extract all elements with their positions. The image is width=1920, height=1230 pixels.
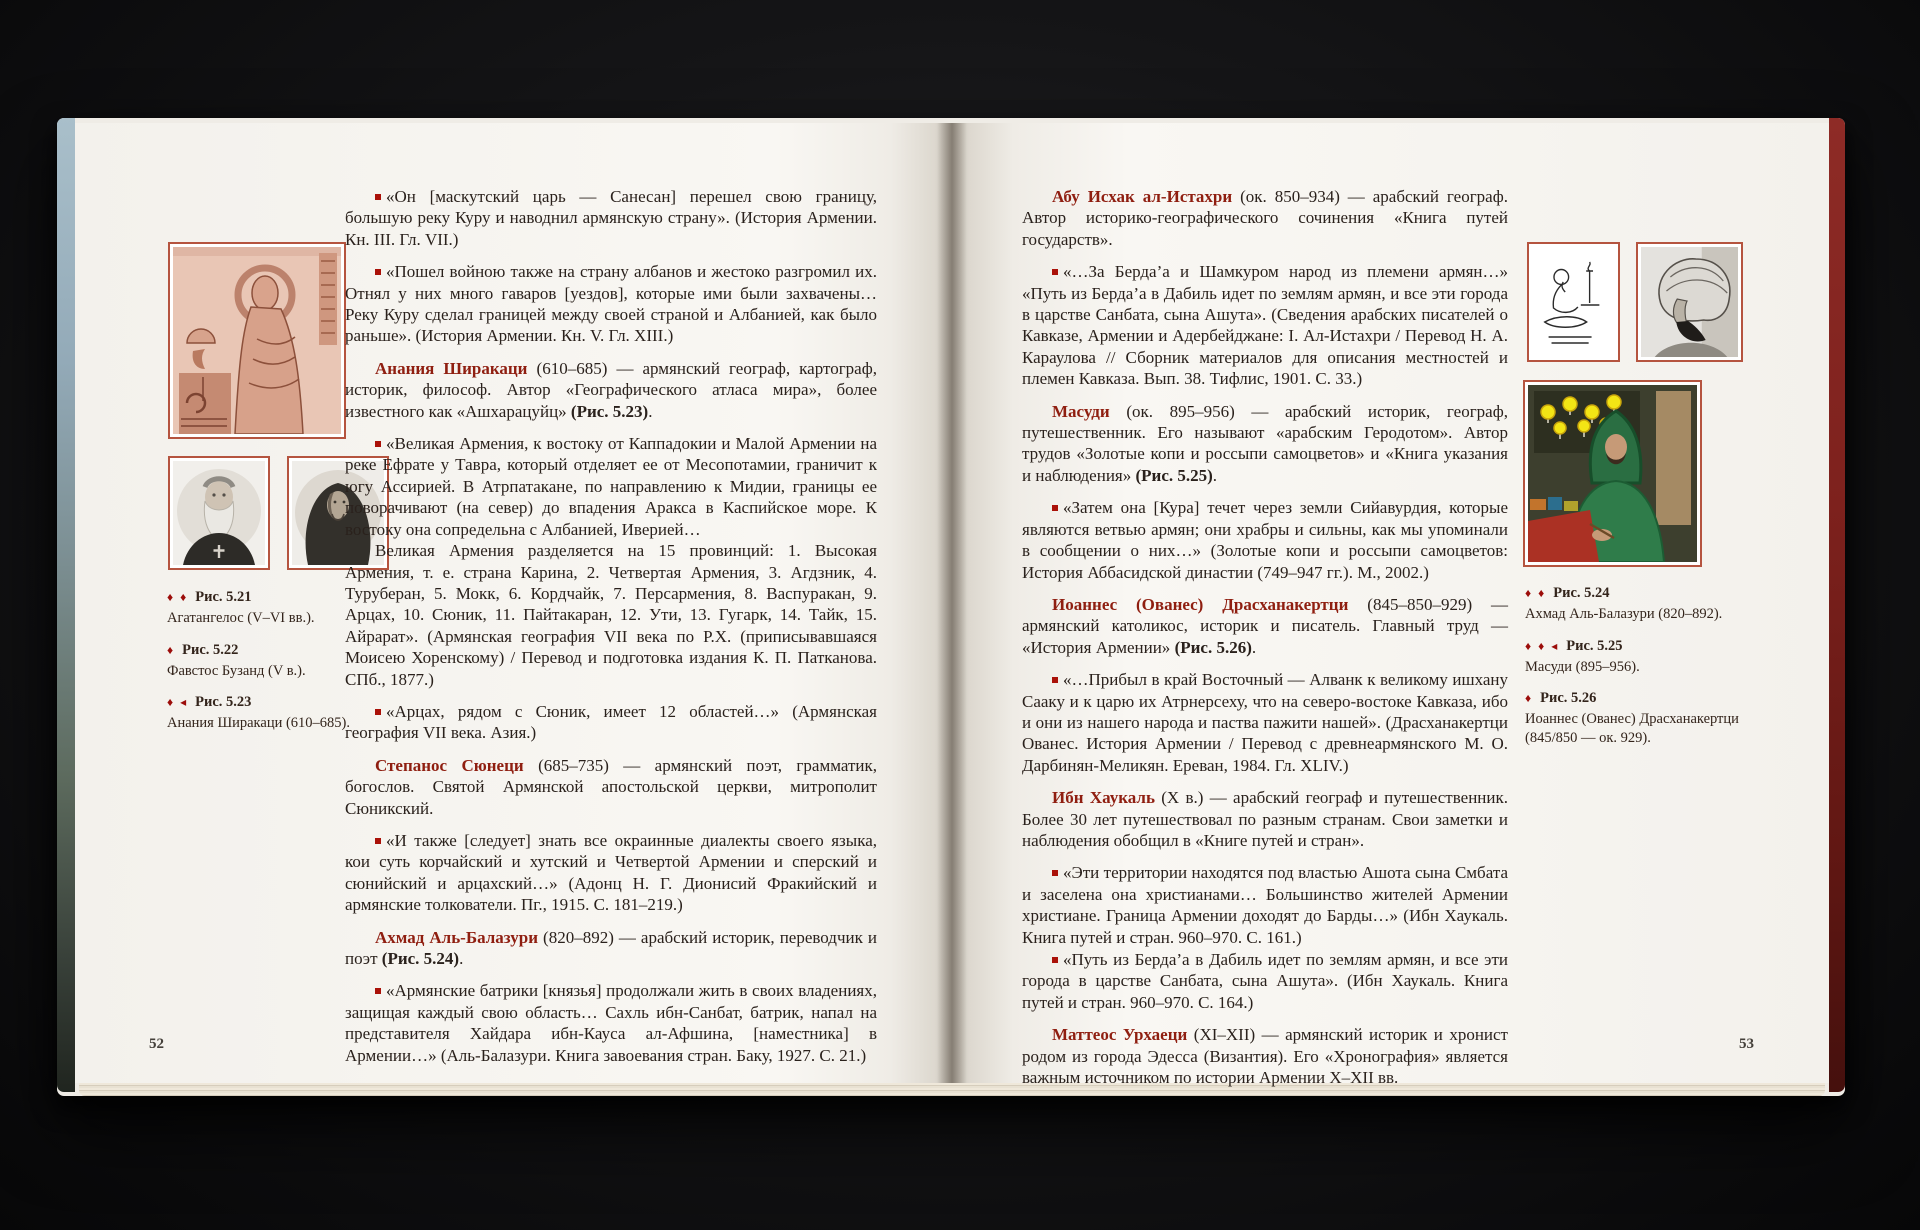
figure-caption bbox=[1525, 584, 1775, 624]
bullet-marker bbox=[375, 269, 381, 275]
caption-head bbox=[167, 588, 382, 606]
page-number-right: 53 bbox=[1739, 1036, 1754, 1052]
caption-text: Анания Ширакаци (610–685). bbox=[167, 715, 350, 732]
figure-relief-carving bbox=[168, 242, 346, 439]
page-53-text-column bbox=[1022, 186, 1508, 1088]
figure-caption bbox=[167, 693, 382, 733]
person-name: Ибн Хаукаль bbox=[1052, 788, 1155, 808]
quote-paragraph: «Арцах, рядом с Сюник, имеет 12 областей…» (Армянская география VII века. Азия.) bbox=[345, 701, 877, 743]
caption-head bbox=[167, 693, 382, 711]
quote-paragraph: «Пошел войною также на страну албанов и жестоко разгромил их. Отнял у них много гаваров [уездов], которые ими были захвачены… Реку Куру сделал границей между своей страной и Албанией, как было раньше». (История Армении. Кн. V. Гл. XIII.) bbox=[345, 262, 877, 346]
figure-caption bbox=[167, 641, 382, 681]
drasxanakertci-painting-image bbox=[1528, 385, 1697, 562]
figure-sketch-scribe bbox=[1527, 242, 1620, 362]
book-cover-left-edge bbox=[57, 118, 75, 1092]
page-52-text-column bbox=[345, 186, 877, 1066]
diamond-marks-icon: ♦ ♦ bbox=[1525, 586, 1547, 600]
entry-paragraph: Степанос Сюнеци (685–735) — армянский поэт, грамматик, богослов. Святой Армянской апостольской церкви, митрополит Сюникский. bbox=[345, 755, 877, 818]
quote-paragraph: «Затем она [Кура] течет через земли Сийавурдия, которые являются ветвью армян; они храбры и сильны, как мы упоминали в сообщении о них…» (Золотые копи и россыпи самоцветов: История Аббасидской династии (749–947 гг.). М., 2002.) bbox=[1022, 498, 1508, 582]
quote-paragraph: «Великая Армения, к востоку от Каппадокии и Малой Армении на реке Ефрате у Тавра, который отделяет ее от Месопотамии, граничит к югу Ассирией. В Атрпатакане, по направлению к Мидии, границы ее поворачивают (на север) до впадения Аракса в Каспийское море. К востоку она сопредельна с Албанией, Иверией… bbox=[345, 434, 877, 539]
bullet-marker bbox=[375, 441, 381, 447]
figure-reference: (Рис. 5.24) bbox=[381, 949, 460, 968]
quote-paragraph: «Эти территории находятся под властью Ашота сына Смбата и заселена она христианами… Большинство жителей Армении христиане. Граница Армении доходят до Барды…» (Ибн Хаукаль. Книга путей и стран. 960–970. С. 161.) bbox=[1022, 863, 1508, 947]
figure-painting-drasxanakertci bbox=[1523, 380, 1702, 567]
page-stack-edge bbox=[79, 1083, 1825, 1096]
quote-paragraph: «Армянские батрики [князья] продолжали жить в своих владениях, защищая каждый свою область… Сахль ибн-Санбат, батрик, напал на представителя Хайдара ибн-Кауса ал-Афшина, [наместника] в Армении…» (Аль-Балазури. Книга завоевания стран. Баку, 1927. С. 21.) bbox=[345, 981, 877, 1065]
entry-paragraph: Иоаннес (Ованес) Драсханакертци (845–850–929) — армянский католикос, историк и писатель. Главный труд — «История Армении» (Рис. 5.26). bbox=[1022, 594, 1509, 657]
agathangelos-portrait-image bbox=[173, 461, 265, 565]
diamond-marks-icon: ♦ bbox=[1525, 691, 1534, 706]
caption-text: Иоаннес (Ованес) Драсханакертци (845/850 — ок. 929). bbox=[1525, 711, 1739, 746]
figure-label: Рис. 5.26 bbox=[1540, 690, 1597, 707]
figure-portrait-agathangelos bbox=[168, 456, 270, 570]
scribe-sketch-image bbox=[1532, 247, 1615, 357]
figure-label: Рис. 5.21 bbox=[195, 589, 252, 605]
quote-paragraph: «Он [маскутский царь — Санесан] перешел свою границу, большую реку Куру и наводнил армянскую страну». (История Армении. Кн. III. Гл. VII.) bbox=[345, 187, 877, 249]
diamond-marks-icon: ♦ bbox=[167, 642, 176, 657]
diamond-marks-icon: ♦ ♦ bbox=[167, 590, 189, 604]
quote-paragraph: «…Прибыл в край Восточный — Алванк к великому ишхану Сааку и к царю их Атрнерсеху, что на северо-востоке Кавказа, ибо и они из нашего народа и паства пажити нашей». (Драсханакертци Ованес. История Армении / Перевод с древнеармянского М. О. Дарбинян-Меликян. Ереван, 1984. Гл. XLIV.) bbox=[1022, 670, 1508, 775]
person-name: Абу Исхак ал-Истахри bbox=[1052, 187, 1233, 206]
entry-paragraph: Ибн Хаукаль (X в.) — арабский географ и путешественник. Более 30 лет путешествовал по разным странам. Свои заметки и наблюдения обобщил в «Книге путей и стран». bbox=[1022, 788, 1508, 850]
bullet-marker bbox=[1052, 957, 1058, 963]
figure-label: Рис. 5.25 bbox=[1566, 637, 1623, 654]
figure-caption bbox=[1525, 689, 1775, 747]
quote-paragraph: «…За Берда’а и Шамкуром народ из племени армян…» «Путь из Берда’а в Дабиль идет по землям армян, и все эти города в царстве Санбата, сына Ашута». (Сведения арабских писателей о Кавказе, Армении и Адербейджане: I. Ал-Истахри / Перевод Н. А. Караулова // Сборник материалов для описания местностей и племен Кавказа. Вып. 38. Тифлис, 1901. С. 33.) bbox=[1022, 262, 1508, 389]
bullet-marker bbox=[375, 838, 381, 844]
istakhri-portrait-image bbox=[1641, 247, 1738, 357]
figure-label: Рис. 5.23 bbox=[195, 694, 252, 711]
quote-paragraph: Великая Армения разделяется на 15 провинций: 1. Высокая Армения, т. е. страна Карина, 2. Четвертая Армения, 3. Агдзник, 4. Туруберан, 5. Мокк, 6. Кордчайк, 7. Персармения, 8. Васпуракан, 9. Арцах, 10. Сюник, 11. Пайтакаран, 12. Ути, 13. Гугарк, 14. Тайк, 15. Айрарат». (Армянская география VII века по Р.Х. (приписывавшаяся Моисею Хоренскому) / Перевод и подготовка издания К. П. Патканова. СПб., 1877.) bbox=[345, 541, 877, 689]
page-number-left: 52 bbox=[149, 1036, 164, 1052]
person-name: Маттеос Урхаеци bbox=[1052, 1025, 1188, 1045]
page-52-figure-captions bbox=[167, 588, 382, 746]
figure-reference: (Рис. 5.26) bbox=[1174, 637, 1252, 657]
relief-carving-image bbox=[173, 247, 341, 434]
figure-label: Рис. 5.22 bbox=[182, 641, 239, 658]
caption-text: Масуди (895–956). bbox=[1525, 658, 1640, 675]
book-cover-right-edge bbox=[1829, 118, 1845, 1092]
bullet-marker bbox=[1052, 505, 1058, 511]
book-gutter bbox=[937, 123, 967, 1083]
person-name: Анания Ширакаци bbox=[375, 358, 528, 378]
bullet-marker bbox=[375, 988, 381, 994]
caption-head bbox=[1525, 584, 1775, 602]
entry-paragraph: Масуди (ок. 895–956) — арабский историк, географ, путешественник. Его называют «арабским Геродотом». Автор трудов «Золотые копи и россыпи самоцветов» и «Книга указания и наблюдения» (Рис. 5.25). bbox=[1022, 401, 1508, 485]
caption-head bbox=[167, 641, 382, 659]
entry-paragraph: Абу Исхак ал-Истахри (ок. 850–934) — арабский географ. Автор историко-географического сочинения «Книга путей государств». bbox=[1022, 187, 1508, 249]
quote-paragraph: «Путь из Берда’а в Дабиль идет по землям армян, и все эти города в царстве Санбата, сына Ашута». (Ибн Хаукаль. Книга путей и стран. 960–970. С. 164.) bbox=[1022, 950, 1508, 1012]
bullet-marker bbox=[1052, 870, 1058, 876]
caption-text: Ахмад Аль-Балазури (820–892). bbox=[1525, 606, 1723, 622]
figure-caption bbox=[167, 588, 382, 628]
figure-portrait-istakhri bbox=[1636, 242, 1743, 362]
page-53-figure-captions bbox=[1525, 584, 1775, 760]
person-name: Ахмад Аль-Балазури bbox=[375, 927, 538, 947]
person-name: Иоаннес (Ованес) Драсханакертци bbox=[1052, 594, 1349, 614]
caption-head bbox=[1525, 689, 1775, 707]
bullet-marker bbox=[1052, 269, 1058, 275]
figure-caption bbox=[1525, 637, 1775, 677]
caption-text: Фавстос Бузанд (V в.). bbox=[167, 662, 306, 679]
figure-label: Рис. 5.24 bbox=[1553, 585, 1610, 601]
figure-reference: (Рис. 5.25) bbox=[1135, 465, 1213, 485]
caption-text: Агатангелос (V–VI вв.). bbox=[167, 610, 315, 626]
entry-paragraph: Анания Ширакаци (610–685) — армянский географ, картограф, историк, философ. Автор «Географического атласа мира», более известного как «Ашхарацуйц» (Рис. 5.23). bbox=[345, 358, 877, 421]
caption-head bbox=[1525, 637, 1775, 655]
person-name: Степанос Сюнеци bbox=[375, 755, 524, 775]
bullet-marker bbox=[375, 194, 381, 200]
bullet-marker bbox=[1052, 677, 1058, 683]
person-name: Масуди bbox=[1052, 401, 1110, 421]
quote-paragraph: «И также [следует] знать все окраинные диалекты своего языка, кои суть корчайский и хутский и Четвертой Армении и сперский и сюнийский и арцахский…» (Адонц Н. Г. Дионисий Фракийский и армянские толкователи. Пг., 1915. С. 181–219.) bbox=[345, 830, 877, 915]
book-spread bbox=[57, 118, 1845, 1096]
entry-paragraph: Маттеос Урхаеци (XI–XII) — армянский историк и хронист родом из города Эдесса (Византия). Его «Хронография» является важным источником по истории Армении X–XII вв. bbox=[1022, 1025, 1508, 1088]
figure-reference: (Рис. 5.23) bbox=[570, 401, 649, 421]
entry-paragraph: Ахмад Аль-Балазури (820–892) — арабский историк, переводчик и поэт (Рис. 5.24). bbox=[345, 927, 877, 968]
diamond-marks-icon: ♦ ◂ bbox=[167, 695, 189, 710]
diamond-marks-icon: ♦ ♦ ◂ bbox=[1525, 638, 1560, 653]
